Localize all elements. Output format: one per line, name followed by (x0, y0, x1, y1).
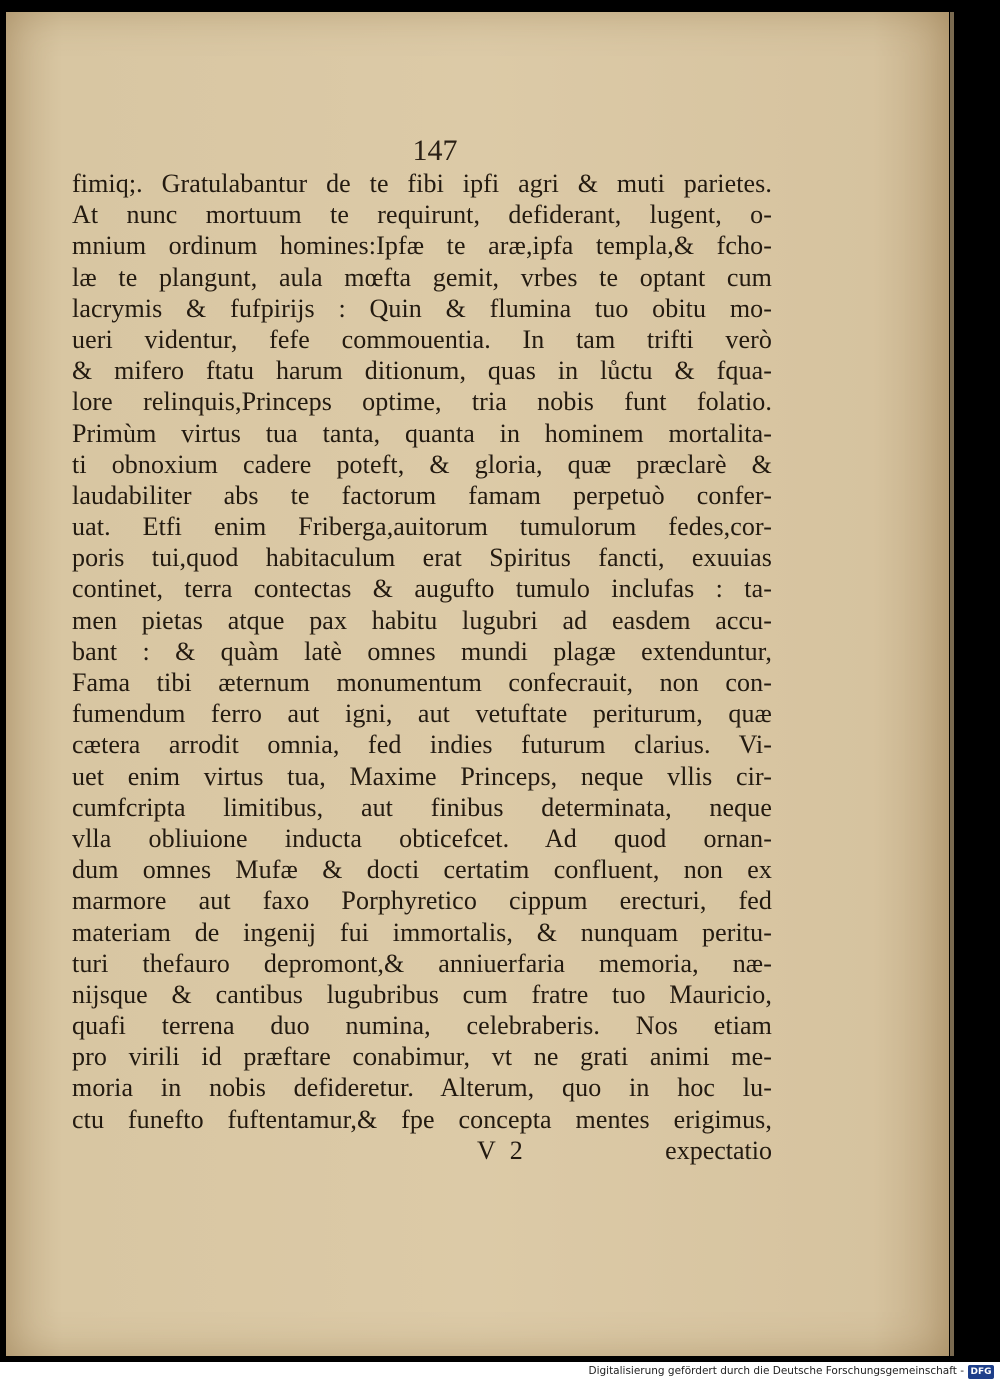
funding-credit: Digitalisierung gefördert durch die Deutsche Forschungsgemeinschaft - (588, 1365, 964, 1377)
text-line: lore relinquis,Princeps optime, tria nobis funt folatio. (72, 387, 772, 417)
text-line: mnium ordinum homines:Ipfæ te aræ,ipfa templa,& fcho- (72, 231, 772, 261)
text-line: uat. Etfi enim Friberga,auitorum tumulorum fedes,cor- (72, 512, 772, 542)
text-line: Primùm virtus tua tanta, quanta in hominem mortalita- (72, 418, 772, 448)
page-edge (950, 12, 954, 1356)
text-line: bant : & quàm latè omnes mundi plagæ extenduntur, (72, 636, 772, 666)
text-line: pro virili id præftare conabimur, vt ne grati animi me- (72, 1042, 772, 1072)
text-line: marmore aut faxo Porphyretico cippum erecturi, fed (72, 886, 772, 916)
text-line: ueri videntur, fefe commouentia. In tam trifti verò (72, 324, 772, 354)
text-line: men pietas atque pax habitu lugubri ad easdem accu- (72, 605, 772, 635)
text-line: At nunc mortuum te requirunt, defiderant, lugent, o- (72, 200, 772, 230)
text-line: dum omnes Mufæ & docti certatim confluent, non ex (72, 855, 772, 885)
text-line: Fama tibi æternum monumentum confecrauit, non con- (72, 668, 772, 697)
dfg-logo: DFG (968, 1365, 994, 1379)
text-line: turi thefauro depromont,& anniuerfaria memoria, næ- (72, 948, 772, 978)
text-line: ti obnoxium cadere poteft, & gloria, quæ præclarè & (72, 449, 772, 479)
text-line: nijsque & cantibus lugubribus cum fratre tuo Mauricio, (72, 979, 772, 1009)
text-line: materiam de ingenij fui immortalis, & nunquam peritu- (72, 917, 772, 947)
text-line: & mifero ftatu harum ditionum, quas in lůctu & fqua- (72, 356, 772, 386)
text-line: fumendum ferro aut igni, aut vetuftate periturum, quæ (72, 699, 772, 729)
text-line: cætera arrodit omnia, fed indies futurum clarius. Vi- (72, 730, 772, 760)
text-line: moria in nobis defideretur. Alterum, quo in hoc lu- (72, 1073, 772, 1103)
page-footer-line (72, 1136, 772, 1170)
text-line: quafi terrena duo numina, celebraberis. Nos etiam (72, 1011, 772, 1041)
catchword: expectatio (665, 1136, 772, 1165)
text-line: uet enim virtus tua, Maxime Princeps, neque vllis cir- (72, 761, 772, 791)
text-line: ctu funefto fuftentamur,& fpe concepta mentes erigimus, (72, 1104, 772, 1134)
text-line: vlla obliuione inducta obticefcet. Ad quod ornan- (72, 823, 772, 853)
page-number: 147 (412, 134, 458, 167)
text-line: fimiq;. Gratulabantur de te fibi ipfi agri & muti parietes. (72, 169, 772, 198)
text-line: lacrymis & fufpirijs : Quin & flumina tuo obitu mo- (72, 293, 772, 323)
text-line: continet, terra contectas & augufto tumulo inclufas : ta- (72, 574, 772, 604)
text-line: poris tui,quod habitaculum erat Spiritus fancti, exuuias (72, 543, 772, 573)
footer-bar (0, 1362, 1000, 1383)
text-line: cumfcripta limitibus, aut finibus determinata, neque (72, 792, 772, 822)
text-line: laudabiliter abs te factorum famam perpetuò confer- (72, 480, 772, 510)
text-line: læ te plangunt, aula mœfta gemit, vrbes te optant cum (72, 262, 772, 292)
signature-mark: V 2 (477, 1136, 527, 1165)
body-text (72, 168, 772, 1135)
